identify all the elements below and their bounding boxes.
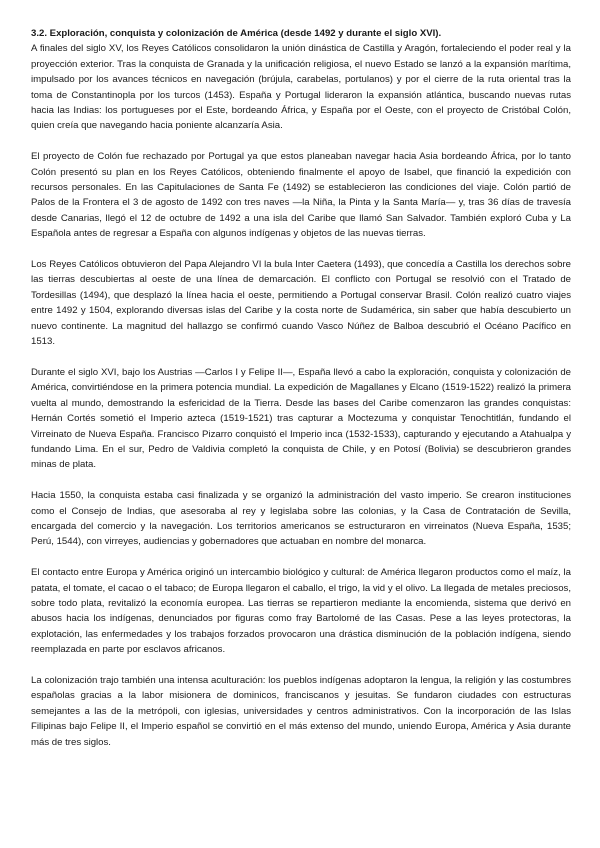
section-heading: 3.2. Exploración, conquista y colonización de América (desde 1492 y durante el siglo XVI). <box>31 28 442 39</box>
paragraph-acculturation: La colonización trajo también una intensa aculturación: los pueblos indígenas adoptaron la lengua, la religión y las costumbres españolas gracias a la labor misionera de dominicos, franciscanos y jesuitas. Se fundaron ciudades con estructuras semejantes a las de la metrópoli, con iglesias, universidades y centros administrativos. Con la incorporación de las Islas Filipinas bajo Felipe II, el Imperio español se convirtió en el más extenso del mundo, uniendo Europa, América y Asia durante más de tres siglos. <box>31 674 571 748</box>
document-page <box>31 26 571 765</box>
paragraph-colon-voyage: El proyecto de Colón fue rechazado por Portugal ya que estos planeaban navegar hacia Asia bordeando África, por lo tanto Colón presentó su plan en los Reyes Católicos, obteniendo finalmente el apoyo de Isabel, que financió la expedición con recursos personales. En las Capitulaciones de Santa Fe (1492) se establecieron las condiciones del viaje. Colón partió de Palos de la Frontera el 3 de agosto de 1492 con tres naves —la Niña, la Pinta y la Santa María— y, tras 36 días de travesía desde Canarias, llegó el 12 de octubre de 1492 a una isla del Caribe que llamó San Salvador. También exploró Cuba y La Española antes de regresar a España con algunos indígenas y objetos de las nuevas tierras. <box>31 151 571 240</box>
paragraph-intro: A finales del siglo XV, los Reyes Católicos consolidaron la unión dinástica de Castilla y Aragón, fortaleciendo el poder real y la proyección exterior. Tras la conquista de Granada y la unificación religiosa, el nuevo Estado se lanzó a la expansión marítima, impulsado por los avances técnicos en navegación (brújula, carabelas, portulanos) y por el cierre de la ruta oriental tras la toma de Constantinopla por los turcos (1453). España y Portugal lideraron la expansión atlántica, buscando nuevas rutas hacia las Indias: los portugueses por el Este, bordeando África, y España por el Oeste, con el proyecto de Cristóbal Colón, quien creía que navegando hacia poniente alcanzaría Asia. <box>31 43 571 132</box>
paragraph-administration: Hacia 1550, la conquista estaba casi finalizada y se organizó la administración del vasto imperio. Se crearon instituciones como el Consejo de Indias, que asesoraba al rey y legislaba sobre las colonias, y la Casa de Contratación de Sevilla, encargada del comercio y la navegación. Los territorios americanos se estructuraron en virreinatos (Nueva España, 1535; Perú, 1544), con virreyes, audiencias y gobernadores que actuaban en nombre del monarca. <box>31 490 571 548</box>
paragraph-tordesillas: Los Reyes Católicos obtuvieron del Papa Alejandro VI la bula Inter Caetera (1493), que concedía a Castilla los derechos sobre las tierras descubiertas al oeste de una línea de demarcación. El conflicto con Portugal se resolvió con el Tratado de Tordesillas (1494), que desplazó la línea hacia el oeste, permitiendo a Portugal conservar Brasil. Colón realizó cuatro viajes entre 1492 y 1504, explorando diversas islas del Caribe y la costa norte de Sudamérica, sin saber que había descubierto un nuevo continente. La magnitud del hallazgo se confirmó cuando Vasco Núñez de Balboa descubrió el Océano Pacífico en 1513. <box>31 259 571 348</box>
paragraph-conquests: Durante el siglo XVI, bajo los Austrias —Carlos I y Felipe II—, España llevó a cabo la exploración, conquista y colonización de América, convirtiéndose en la primera potencia mundial. La expedición de Magallanes y Elcano (1519-1522) realizó la primera vuelta al mundo, demostrando la esfericidad de la Tierra. Desde las bases del Caribe comenzaron las grandes conquistas: Hernán Cortés sometió el Imperio azteca (1519-1521) tras capturar a Moctezuma y conquistar Tenochtitlán, fundando el Virreinato de Nueva España. Francisco Pizarro conquistó el Imperio inca (1532-1533), capturando y ejecutando a Atahualpa y fundando Lima. En el sur, Pedro de Valdivia completó la conquista de Chile, y en Potosí (Bolivia) se descubrieron grandes minas de plata. <box>31 366 571 471</box>
paragraph-exchange: El contacto entre Europa y América originó un intercambio biológico y cultural: de América llegaron productos como el maíz, la patata, el tomate, el cacao o el tabaco; de Europa llegaron el caballo, el trigo, la vid y el olivo. La llegada de metales preciosos, sobre todo plata, revitalizó la economía europea. Las tierras se repartieron mediante la encomienda, sistema que derivó en abusos hacia los indígenas, denunciados por figuras como fray Bartolomé de las Casas. Pese a las leyes protectoras, la explotación, las enfermedades y los trabajos forzados provocaron una drástica disminución de la población indígena, siendo reemplazada en parte por esclavos africanos. <box>31 567 571 656</box>
